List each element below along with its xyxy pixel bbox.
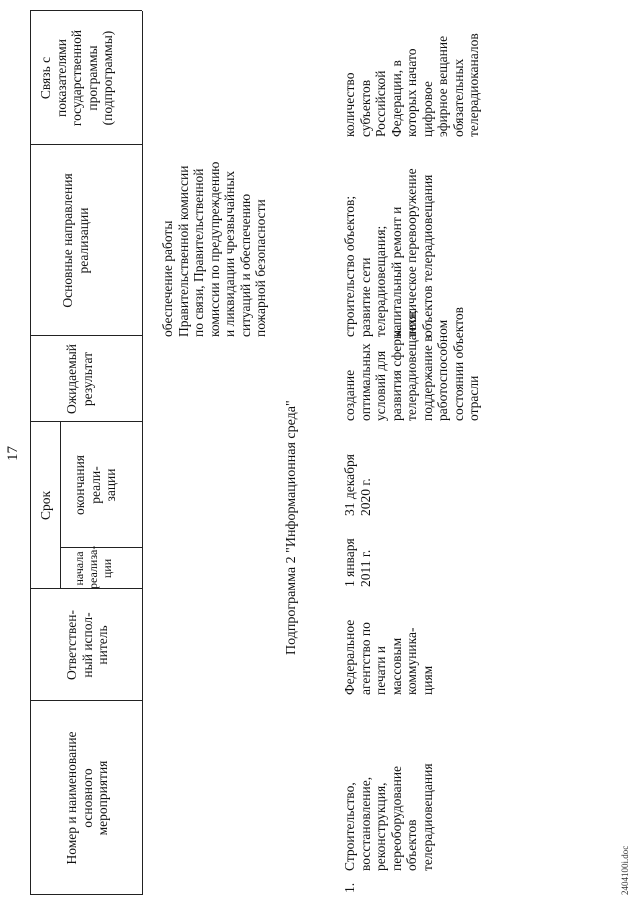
- row1-name: Строительство, восстановление, реконструкция, переоборудование объектов телерадиовещания: [342, 763, 435, 871]
- table-header-bottom-border: [142, 11, 143, 895]
- header-number-name: Номер и наименование основного мероприятия: [64, 731, 110, 865]
- header-term-start: начала реализа- ции: [72, 545, 114, 589]
- row1-executor: Федеральное агентство по печати и массовым коммуника- циям: [342, 619, 435, 695]
- row1-number: 1.: [342, 882, 357, 893]
- row1-link: количество субъектов Российской Федерации, в которых начато цифровое эфирное вещание обязательных телерадиоканалов: [342, 33, 481, 137]
- header-executor: Ответствен- ный испол- нитель: [64, 610, 110, 680]
- header-link: Связь с показателями государственной программы (подпрограммы): [38, 29, 115, 127]
- footer-code: 2404100і.doc: [620, 845, 630, 895]
- row1-result: создание оптимальных условий для развития сферы телерадиовещания; поддержание в работоспособном состоянии объектов отрасли: [342, 306, 481, 421]
- continuation-text: обеспечение работы Правительственной комиссии по связи, Правительственной комиссии по предупреждению и ликвидации чрезвычайных ситуаций и обеспечению пожарной безопасности: [160, 161, 268, 337]
- header-term: Срок: [38, 490, 53, 521]
- page-number: 17: [5, 446, 21, 461]
- row1-directions: строительство объектов; развитие сети телерадиовещания; капитальный ремонт и техническое перевооружение объектов телерадиовещания: [342, 168, 435, 337]
- header-term-end: окончания реали- зации: [72, 454, 118, 516]
- header-result: Ожидаемый результат: [64, 344, 95, 414]
- header-directions: Основные направления реализации: [60, 173, 91, 308]
- row1-start: 1 января 2011 г.: [342, 538, 373, 587]
- term-divider: [60, 422, 61, 589]
- row1-end: 31 декабря 2020 г.: [342, 454, 373, 516]
- subprogram-title: Подпрограмма 2 "Информационная среда": [284, 400, 299, 655]
